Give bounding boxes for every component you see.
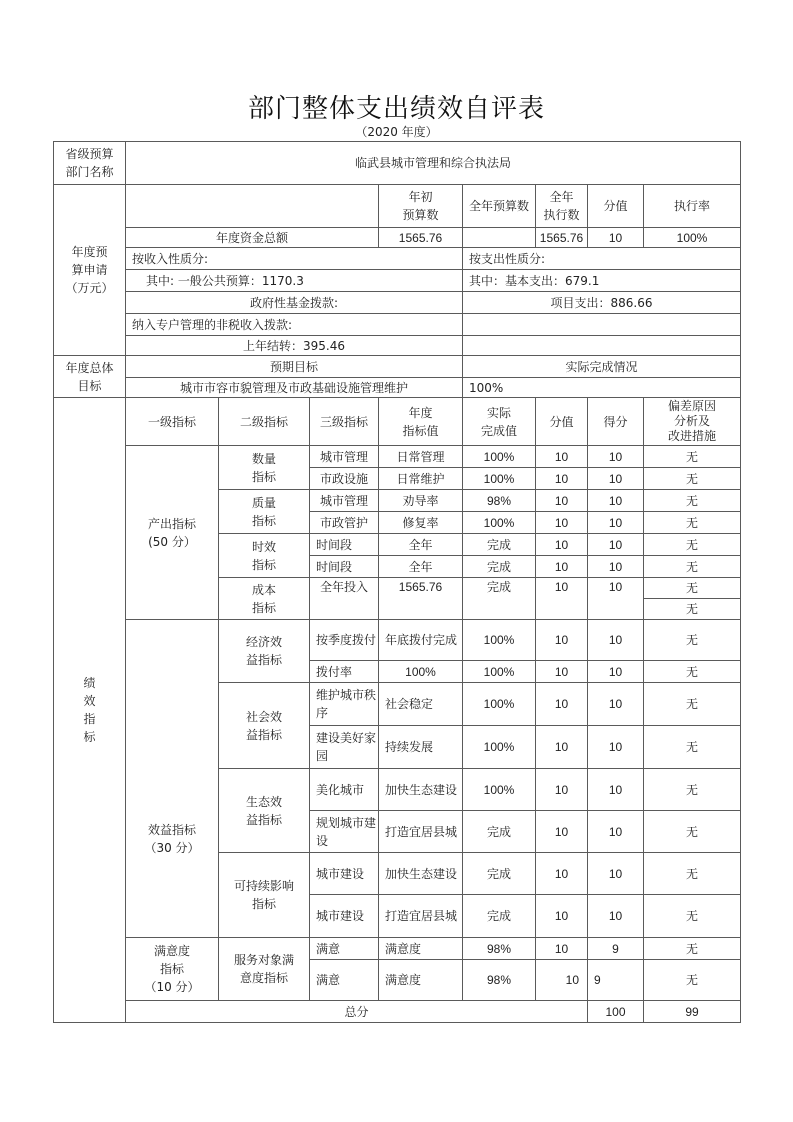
deviation-cell: 无 [644,853,741,895]
target-cell: 年底拨付完成 [379,620,463,661]
budget-section-label [54,185,126,356]
group-l1: 成本 [251,582,276,597]
budget-nontax-row [54,314,741,336]
sustainability-indicator [219,853,310,938]
target-cell: 社会稳定 [379,683,463,726]
satisfaction-label-l2: 指标 [159,962,184,976]
score-value-cell: 10 [536,620,588,661]
score-cell: 10 [588,620,644,661]
col-initial-budget-l1: 年初 [408,190,433,204]
level3-cell: 满意 [310,938,379,960]
performance-header-row [54,398,741,446]
col-level3: 三级指标 [310,398,379,446]
score-value-cell: 10 [536,938,588,960]
col-annual-exec [536,185,588,228]
score-cell: 10 [588,534,644,556]
level3-cell: 规划城市建设 [310,811,379,853]
perf-label-char: 绩 [83,676,96,690]
department-label-line1: 省级预算 [65,147,114,161]
col-annual-budget: 全年预算数 [463,185,536,228]
score-cell: 10 [588,578,644,620]
group-l1: 社会效 [245,709,282,724]
score-cell: 10 [588,853,644,895]
group-l2: 意度指标 [239,971,288,985]
col-deviation-l1: 偏差原因 [668,399,717,413]
basic-expense: 其中：基本支出：679.1 [463,270,741,292]
target-cell: 全年 [379,556,463,578]
target-cell: 满意度 [379,938,463,960]
service-satisfaction-indicator [219,938,310,1001]
timeliness-indicator [219,534,310,578]
budget-nature-row [54,248,741,270]
deviation-cell: 无 [644,683,741,726]
col-actual [463,398,536,446]
actual-cell: 100% [463,726,536,769]
actual-cell: 完成 [463,534,536,556]
score-value-cell: 10 [536,769,588,811]
total-exec-rate: 100% [644,228,741,248]
deviation-cell: 无 [644,446,741,468]
budget-label-line2: 算申请 [71,263,108,277]
by-income-label: 按收入性质分: [126,248,463,270]
department-label [54,142,126,185]
total-annual-exec: 1565.76 [536,228,588,248]
table-row [54,620,741,661]
deviation-cell: 无 [644,895,741,938]
group-l1: 服务对象满 [233,953,294,967]
actual-cell: 完成 [463,556,536,578]
score-cell: 10 [588,468,644,490]
total-score-value: 10 [588,228,644,248]
year-subtitle: （2020 年度） [355,125,438,139]
col-perf-score-value: 分值 [536,398,588,446]
level3-cell: 全年投入 [310,578,379,620]
quantity-indicator [219,446,310,490]
output-label-l1: 产出指标 [147,516,196,531]
annual-goal-label [54,356,126,398]
target-cell: 全年 [379,534,463,556]
score-cell: 10 [588,769,644,811]
actual-cell: 98% [463,938,536,960]
general-public-budget: 其中: 一般公共预算：1170.3 [126,270,463,292]
score-cell: 10 [588,726,644,769]
total-score-sum: 99 [644,1001,741,1023]
score-cell: 10 [588,446,644,468]
level3-cell: 市政设施 [310,468,379,490]
total-row [54,1001,741,1023]
target-cell: 100% [379,661,463,683]
actual-cell: 98% [463,490,536,512]
score-value-cell: 10 [536,683,588,726]
score-value-cell: 10 [536,960,588,1001]
benefit-label-l2: （30 分） [144,840,200,855]
satisfaction-label-l3: （10 分） [144,980,200,994]
score-value-cell: 10 [536,895,588,938]
project-expense: 项目支出：886.66 [463,292,741,314]
expected-goal: 城市市容市貌管理及市政基础设施管理维护 [126,378,463,398]
department-row [54,142,741,185]
group-l2: 指标 [251,600,276,615]
col-deviation-l3: 改进措施 [668,429,717,443]
score-value-cell: 10 [536,534,588,556]
col-initial-budget-l2: 预算数 [402,208,439,222]
annual-goal-header-row [54,356,741,378]
score-cell: 9 [588,938,644,960]
level3-cell: 按季度拨付 [310,620,379,661]
level3-cell: 美化城市 [310,769,379,811]
ecological-benefit-indicator [219,769,310,853]
col-exec-rate: 执行率 [644,185,741,228]
deviation-cell: 无 [644,811,741,853]
target-cell: 日常维护 [379,468,463,490]
score-cell: 10 [588,811,644,853]
col-perf-score: 得分 [588,398,644,446]
level3-cell: 时间段 [310,556,379,578]
budget-label-line1: 年度预 [71,245,108,259]
by-expense-label: 按支出性质分: [463,248,741,270]
budget-fund-row [54,292,741,314]
col-initial-budget [379,185,463,228]
score-value-cell: 10 [536,811,588,853]
score-cell: 10 [588,512,644,534]
budget-general-row [54,270,741,292]
total-initial-budget: 1565.76 [379,228,463,248]
score-cell: 10 [588,683,644,726]
group-l2: 指标 [251,513,276,528]
score-value-cell: 10 [536,726,588,769]
col-actual-l1: 实际 [486,405,511,420]
col-level1: 一级指标 [126,398,219,446]
deviation-cell: 无 [644,769,741,811]
budget-header-row [54,185,741,228]
group-l2: 指标 [251,557,276,572]
total-funds-label: 年度资金总额 [126,228,379,248]
total-annual-budget [463,228,536,248]
satisfaction-indicator-label [126,938,219,1001]
score-cell: 10 [588,490,644,512]
target-cell: 日常管理 [379,446,463,468]
actual-cell: 完成 [463,578,536,620]
annual-goal-label-l1: 年度总体 [65,360,114,375]
group-l2: 指标 [251,469,276,484]
actual-completion-header: 实际完成情况 [463,356,741,378]
target-cell: 持续发展 [379,726,463,769]
score-value-cell: 10 [536,512,588,534]
table-row [54,938,741,960]
score-cell: 10 [588,895,644,938]
group-l1: 时效 [251,539,276,554]
target-cell: 打造宜居县城 [379,811,463,853]
actual-completion: 100% [463,378,741,398]
annual-goal-label-l2: 目标 [77,378,102,393]
department-label-line2: 部门名称 [65,165,114,179]
total-label: 总分 [126,1001,588,1023]
actual-cell: 完成 [463,811,536,853]
table-row [54,446,741,468]
score-value-cell: 10 [536,853,588,895]
group-l1: 生态效 [245,794,282,809]
target-cell: 加快生态建设 [379,853,463,895]
level3-cell: 城市管理 [310,446,379,468]
group-l1: 经济效 [245,635,282,649]
target-cell: 加快生态建设 [379,769,463,811]
level3-cell: 城市管理 [310,490,379,512]
total-score-value-sum: 100 [588,1001,644,1023]
page-title: 部门整体支出绩效自评表 [247,94,545,124]
group-l1: 数量 [251,451,276,466]
target-cell: 劝导率 [379,490,463,512]
score-value-cell: 10 [536,446,588,468]
level3-cell: 建设美好家园 [310,726,379,769]
group-l2: 益指标 [245,727,282,742]
col-deviation [644,398,741,446]
col-target [379,398,463,446]
level3-cell: 拨付率 [310,661,379,683]
target-cell: 修复率 [379,512,463,534]
expected-goal-header: 预期目标 [126,356,463,378]
level3-cell: 城市建设 [310,895,379,938]
deviation-cell: 无 [644,726,741,769]
output-indicator-label [126,446,219,620]
target-cell: 打造宜居县城 [379,895,463,938]
actual-cell: 100% [463,769,536,811]
budget-blank-header [126,185,379,228]
score-value-cell: 10 [536,468,588,490]
department-name: 临武县城市管理和综合执法局 [126,142,741,185]
col-target-l1: 年度 [408,405,433,420]
benefit-label-l1: 效益指标 [147,822,196,837]
deviation-cell: 无 [644,599,741,620]
social-benefit-indicator [219,683,310,769]
deviation-cell: 无 [644,490,741,512]
score-cell: 10 [588,556,644,578]
col-annual-exec-l2: 执行数 [543,208,580,222]
group-l2: 益指标 [245,653,282,667]
score-value-cell: 10 [536,578,588,620]
annual-goal-row [54,378,741,398]
actual-cell: 完成 [463,895,536,938]
col-annual-exec-l1: 全年 [549,190,574,204]
deviation-cell: 无 [644,960,741,1001]
score-cell: 9 [588,960,644,1001]
self-evaluation-table [53,141,741,1023]
col-target-l2: 指标值 [402,423,439,438]
deviation-cell: 无 [644,661,741,683]
deviation-cell: 无 [644,556,741,578]
group-l2: 益指标 [245,812,282,827]
actual-cell: 完成 [463,853,536,895]
non-tax-allocation: 纳入专户管理的非税收入拨款: [126,314,463,336]
budget-label-line3: （万元） [65,281,114,295]
col-score-value: 分值 [588,185,644,228]
deviation-cell: 无 [644,578,741,599]
target-cell: 满意度 [379,960,463,1001]
perf-label-char: 标 [83,730,96,744]
group-l1: 可持续影响 [233,879,294,893]
col-deviation-l2: 分析及 [674,414,711,428]
level3-cell: 城市建设 [310,853,379,895]
deviation-cell: 无 [644,938,741,960]
score-cell: 10 [588,661,644,683]
output-label-l2: (50 分） [148,534,196,549]
level3-cell: 满意 [310,960,379,1001]
quality-indicator [219,490,310,534]
deviation-cell: 无 [644,468,741,490]
score-value-cell: 10 [536,556,588,578]
actual-cell: 100% [463,620,536,661]
perf-label-char: 指 [83,712,96,726]
gov-fund-allocation: 政府性基金拨款: [126,292,463,314]
budget-carryover-row [54,336,741,356]
actual-cell: 100% [463,446,536,468]
carryover-blank [463,336,741,356]
perf-label-char: 效 [83,694,96,708]
deviation-cell: 无 [644,534,741,556]
benefit-indicator-label [126,620,219,938]
col-level2: 二级指标 [219,398,310,446]
actual-cell: 98% [463,960,536,1001]
actual-cell: 100% [463,512,536,534]
deviation-cell: 无 [644,620,741,661]
deviation-cell: 无 [644,512,741,534]
actual-cell: 100% [463,683,536,726]
budget-total-row [54,228,741,248]
economic-benefit-indicator [219,620,310,683]
satisfaction-label-l1: 满意度 [153,944,190,958]
cost-indicator [219,578,310,620]
score-value-cell: 10 [536,661,588,683]
level3-cell: 维护城市秩序 [310,683,379,726]
non-tax-blank [463,314,741,336]
col-actual-l2: 完成值 [480,423,517,438]
group-l2: 指标 [251,897,276,911]
actual-cell: 100% [463,661,536,683]
carryover: 上年结转：395.46 [126,336,463,356]
score-value-cell: 10 [536,490,588,512]
level3-cell: 时间段 [310,534,379,556]
group-l1: 质量 [251,495,276,510]
target-cell: 1565.76 [379,578,463,620]
actual-cell: 100% [463,468,536,490]
performance-section-label [54,398,126,1023]
level3-cell: 市政管护 [310,512,379,534]
